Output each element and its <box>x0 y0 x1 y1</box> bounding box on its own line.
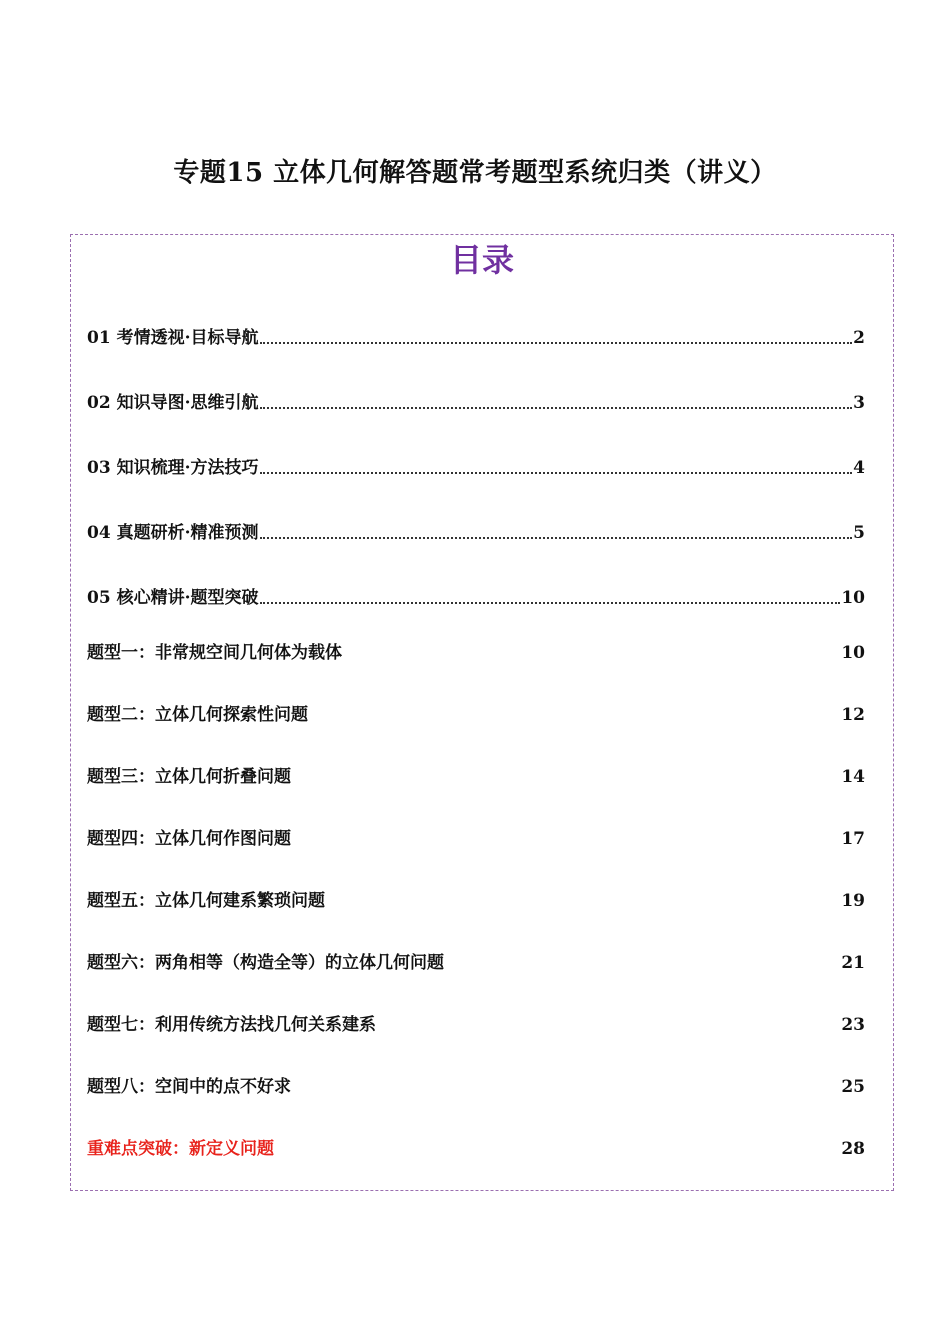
toc-type-row[interactable] <box>87 824 865 850</box>
toc-section-row[interactable] <box>87 323 865 349</box>
toc-page-number: 4 <box>853 458 865 478</box>
toc-page-number: 17 <box>841 829 865 849</box>
toc-type-label: 题型一：非常规空间几何体为载体 <box>87 643 342 663</box>
toc-page-number: 25 <box>841 1077 865 1097</box>
toc-section-label: 05 核心精讲·题型突破 <box>87 588 259 608</box>
toc-type-row[interactable] <box>87 1072 865 1098</box>
toc-type-label: 题型四：立体几何作图问题 <box>87 829 291 849</box>
toc-highlight-label: 重难点突破：新定义问题 <box>87 1139 274 1159</box>
toc-type-row[interactable] <box>87 638 865 664</box>
toc-page-number: 21 <box>841 953 865 973</box>
toc-type-row[interactable] <box>87 762 865 788</box>
toc-type-label: 题型五：立体几何建系繁琐问题 <box>87 891 325 911</box>
dot-leader <box>260 472 853 474</box>
toc-section-row[interactable] <box>87 518 865 544</box>
dot-leader <box>260 602 841 604</box>
toc-highlight-row[interactable] <box>87 1134 865 1160</box>
toc-heading: 目录 <box>449 241 514 279</box>
toc-page-number: 10 <box>841 588 865 608</box>
toc-type-row[interactable] <box>87 700 865 726</box>
toc-page-number: 3 <box>853 393 865 413</box>
toc-page-number: 28 <box>841 1139 865 1159</box>
toc-page-number: 10 <box>841 643 865 663</box>
toc-type-label: 题型三：立体几何折叠问题 <box>87 767 291 787</box>
table-of-contents <box>70 234 894 1191</box>
toc-section-row[interactable] <box>87 453 865 479</box>
dot-leader <box>260 407 853 409</box>
toc-section-row[interactable] <box>87 583 865 609</box>
toc-page-number: 23 <box>841 1015 865 1035</box>
toc-type-label: 题型六：两角相等（构造全等）的立体几何问题 <box>87 953 444 973</box>
toc-section-label: 04 真题研析·精准预测 <box>87 523 259 543</box>
toc-section-label: 01 考情透视·目标导航 <box>87 328 259 348</box>
toc-page-number: 12 <box>841 705 865 725</box>
toc-section-label: 03 知识梳理·方法技巧 <box>87 458 259 478</box>
dot-leader <box>260 342 853 344</box>
toc-type-label: 题型二：立体几何探索性问题 <box>87 705 308 725</box>
toc-page-number: 5 <box>853 523 865 543</box>
document-title: 专题15 立体几何解答题常考题型系统归类（讲义） <box>173 158 777 188</box>
dot-leader <box>260 537 853 539</box>
toc-type-label: 题型七：利用传统方法找几何关系建系 <box>87 1015 376 1035</box>
toc-section-row[interactable] <box>87 388 865 414</box>
toc-type-row[interactable] <box>87 1010 865 1036</box>
toc-page-number: 19 <box>841 891 865 911</box>
toc-section-label: 02 知识导图·思维引航 <box>87 393 259 413</box>
toc-type-row[interactable] <box>87 886 865 912</box>
toc-page-number: 14 <box>841 767 865 787</box>
toc-type-row[interactable] <box>87 948 865 974</box>
toc-page-number: 2 <box>853 328 865 348</box>
toc-type-label: 题型八：空间中的点不好求 <box>87 1077 291 1097</box>
